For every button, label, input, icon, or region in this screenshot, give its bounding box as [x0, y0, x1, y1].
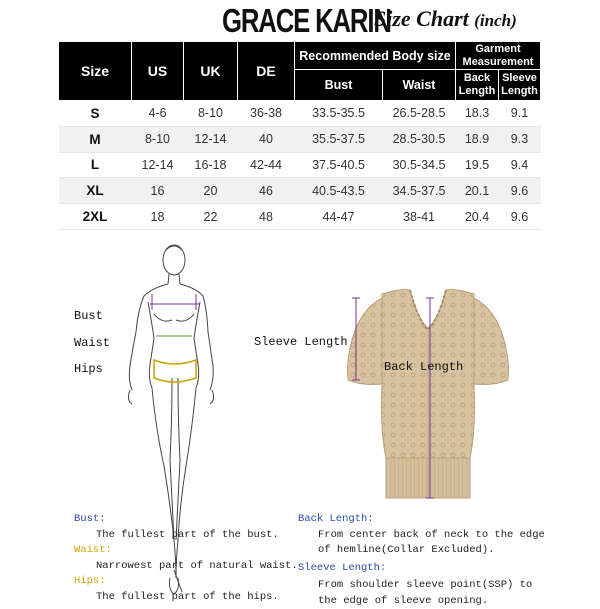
cell-sleeve: 9.3 — [499, 126, 541, 152]
cell-us: 18 — [132, 204, 184, 230]
cell-bust: 35.5-37.5 — [295, 126, 383, 152]
cell-waist: 34.5-37.5 — [383, 178, 456, 204]
garment-label-sleeve-length: Sleeve Length — [254, 335, 348, 349]
cell-waist: 38-41 — [383, 204, 456, 230]
cell-us: 16 — [132, 178, 184, 204]
cell-back: 18.3 — [456, 101, 499, 127]
garment-illustration — [338, 280, 528, 510]
note-waist-desc: Narrowest part of natural waist. — [74, 559, 304, 575]
cell-size: 2XL — [59, 204, 132, 230]
cell-sleeve: 9.6 — [499, 204, 541, 230]
header-de: DE — [238, 42, 295, 101]
header-garment: Garment Measurement — [456, 42, 541, 70]
cell-back: 18.9 — [456, 126, 499, 152]
cell-bust: 44-47 — [295, 204, 383, 230]
table-row — [59, 126, 541, 152]
cell-sleeve: 9.6 — [499, 178, 541, 204]
note-sleeve-desc-1: From shoulder sleeve point(SSP) to — [298, 578, 598, 594]
header-size: Size — [59, 42, 132, 101]
cell-waist: 30.5-34.5 — [383, 152, 456, 178]
cell-uk: 16-18 — [184, 152, 238, 178]
notes-garment — [298, 512, 598, 609]
cell-uk: 22 — [184, 204, 238, 230]
cell-uk: 20 — [184, 178, 238, 204]
note-bust-term: Bust: — [74, 512, 304, 528]
cell-waist: 28.5-30.5 — [383, 126, 456, 152]
notes-body — [74, 512, 304, 605]
cell-waist: 26.5-28.5 — [383, 101, 456, 127]
cell-de: 46 — [238, 178, 295, 204]
note-waist-term: Waist: — [74, 543, 304, 559]
size-table — [58, 41, 541, 230]
note-sleeve-desc-2: the edge of sleeve opening. — [298, 594, 598, 609]
figure-label-hips: Hips — [74, 362, 103, 376]
cell-de: 40 — [238, 126, 295, 152]
table-row — [59, 101, 541, 127]
cell-de: 42-44 — [238, 152, 295, 178]
cell-size: M — [59, 126, 132, 152]
cell-sleeve: 9.1 — [499, 101, 541, 127]
cell-back: 20.1 — [456, 178, 499, 204]
figure-label-bust: Bust — [74, 309, 103, 323]
note-sleeve-term: Sleeve Length: — [298, 561, 598, 577]
chart-title-main: Size Chart — [374, 6, 469, 31]
note-back-term: Back Length: — [298, 512, 598, 528]
note-back-desc-2: of hemline(Collar Excluded). — [298, 543, 598, 559]
note-hips-desc: The fullest part of the hips. — [74, 590, 304, 606]
cell-bust: 33.5-35.5 — [295, 101, 383, 127]
chart-title-unit: (inch) — [474, 11, 517, 30]
header-bust: Bust — [295, 70, 383, 101]
brand-logo: GRACE KARIN — [222, 2, 391, 40]
cell-size: S — [59, 101, 132, 127]
figure-label-waist: Waist — [74, 336, 110, 350]
header-body-size: Recommended Body size — [295, 42, 456, 70]
header-us: US — [132, 42, 184, 101]
table-row — [59, 178, 541, 204]
cell-size: L — [59, 152, 132, 178]
header-sleeve-length: Sleeve Length — [499, 70, 541, 101]
cell-size: XL — [59, 178, 132, 204]
note-hips-term: Hips: — [74, 574, 304, 590]
table-row — [59, 204, 541, 230]
header-back-length: Back Length — [456, 70, 499, 101]
cell-back: 19.5 — [456, 152, 499, 178]
note-bust-desc: The fullest part of the bust. — [74, 528, 304, 544]
garment-label-back-length: Back Length — [384, 360, 463, 374]
header-uk: UK — [184, 42, 238, 101]
cell-uk: 12-14 — [184, 126, 238, 152]
hips-measure-line — [154, 360, 196, 382]
bust-measure-line — [150, 294, 200, 310]
note-back-desc-1: From center back of neck to the edge — [298, 528, 598, 544]
cell-de: 36-38 — [238, 101, 295, 127]
cell-back: 20.4 — [456, 204, 499, 230]
cell-sleeve: 9.4 — [499, 152, 541, 178]
cell-bust: 37.5-40.5 — [295, 152, 383, 178]
cell-us: 12-14 — [132, 152, 184, 178]
cell-us: 4-6 — [132, 101, 184, 127]
chart-title — [374, 6, 517, 32]
cell-de: 48 — [238, 204, 295, 230]
cell-us: 8-10 — [132, 126, 184, 152]
table-row — [59, 152, 541, 178]
cell-uk: 8-10 — [184, 101, 238, 127]
cell-bust: 40.5-43.5 — [295, 178, 383, 204]
header-waist: Waist — [383, 70, 456, 101]
